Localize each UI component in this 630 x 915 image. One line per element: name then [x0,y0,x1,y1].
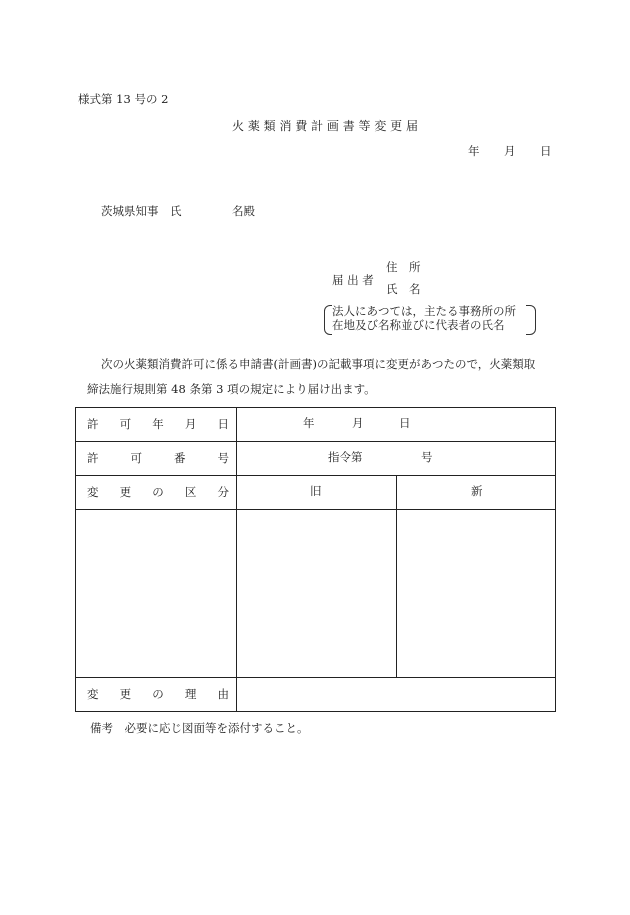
permit-date-day[interactable]: 日 [399,416,411,430]
date-year-label: 年 [468,144,480,158]
addressee-honorific: 名殿 [232,204,255,218]
applicant-name-label: 氏 名 [386,282,421,296]
body-text-line2: 締法施行規則第 48 条第 3 項の規定により届け出ます。 [87,382,376,396]
permit-number-prefix[interactable]: 指令第 [328,450,363,464]
applicant-note-line1: 法人にあつては，主たる事務所の所 [332,304,516,318]
applicant-address-label: 住 所 [386,260,421,274]
addressee-governor: 茨城県知事 氏 [101,204,182,218]
new-value-entry[interactable] [398,511,554,676]
permit-number-suffix: 号 [421,450,433,464]
column-new-header: 新 [471,484,483,498]
permit-date-label: 許 可 年 月 日 [87,417,229,431]
form-title: 火 薬 類 消 費 計 画 書 等 変 更 届 [232,119,418,133]
change-category-entry[interactable] [77,511,235,676]
applicant-label: 届 出 者 [332,273,374,287]
date-month-label: 月 [504,144,516,158]
column-old-header: 旧 [310,484,322,498]
body-text-line1: 次の火薬類消費許可に係る申請書(計画書)の記載事項に変更があつたので，火薬類取 [101,357,536,371]
remarks: 備考 必要に応じ図面等を添付すること。 [90,721,309,735]
date-day-label: 日 [540,144,552,158]
permit-date-month[interactable]: 月 [352,416,364,430]
form-number: 様式第 13 号の 2 [78,92,169,106]
permit-number-label: 許 可 番 号 [87,451,229,465]
change-reason-entry[interactable] [238,679,554,710]
change-reason-label: 変 更 の 理 由 [87,687,229,701]
change-category-label: 変 更 の 区 分 [87,485,229,499]
applicant-note-line2: 在地及び名称並びに代表者の氏名 [332,318,505,332]
old-value-entry[interactable] [238,511,395,676]
permit-date-year[interactable]: 年 [303,416,315,430]
